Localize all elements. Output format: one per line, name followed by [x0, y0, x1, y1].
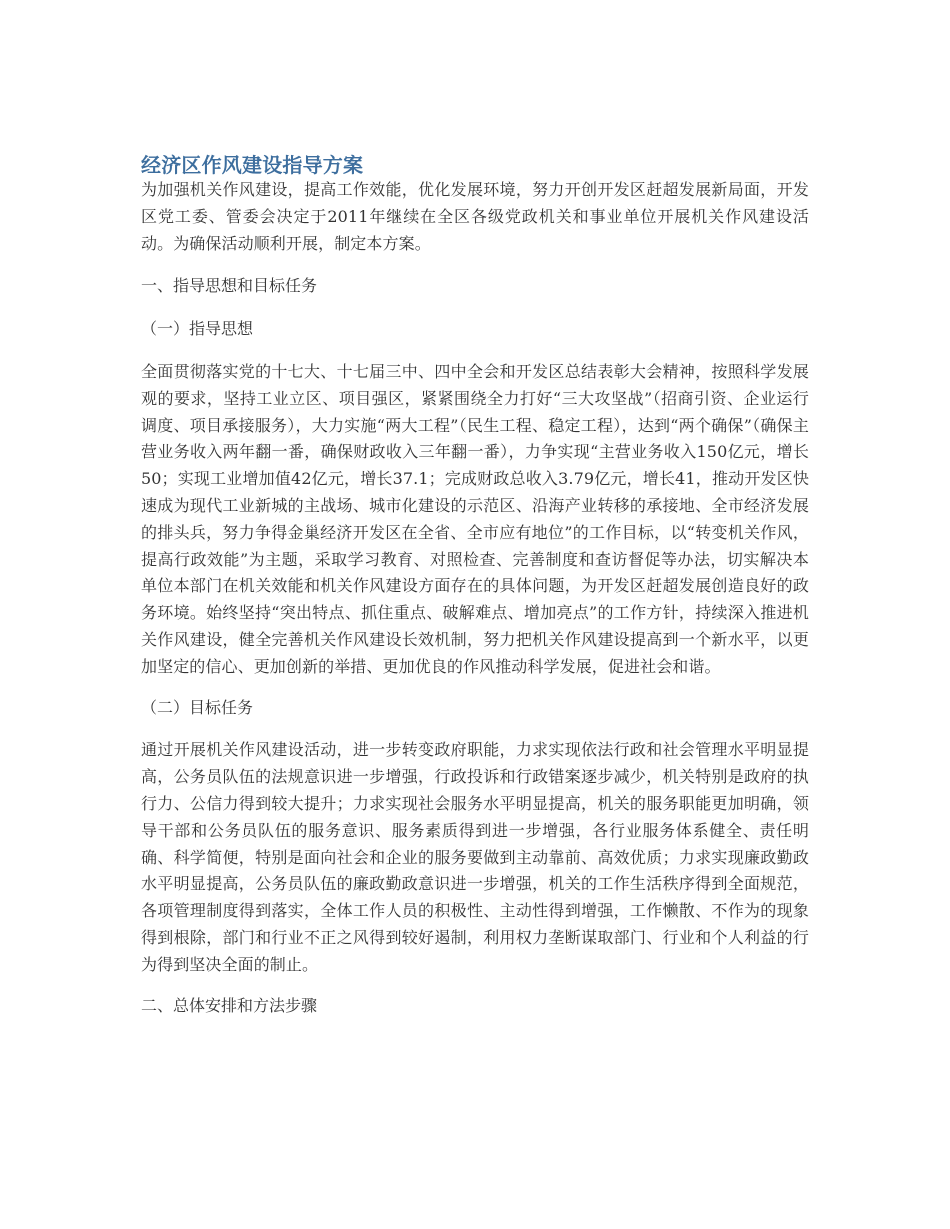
subsection-1-heading: （一）指导思想	[141, 319, 254, 339]
guiding-ideology-paragraph: 全面贯彻落实党的十七大、十七届三中、四中全会和开发区总结表彰大会精神，按照科学发展观的要求，坚持工业立区、项目强区，紧紧围绕全力打好“三大攻坚战”（招商引资、企业运行调度、项目承接服务），大力实施“两大工程”（民生工程、稳定工程），达到“两个确保”（确保主营业务收入两年翻一番，确保财政收入三年翻一番），力争实现“主营业务收入150亿元，增长50；实现工业增加值42亿元，增长37.1；完成财政总收入3.79亿元，增长41，推动开发区快速成为现代工业新城的主战场、城市化建设的示范区、沿海产业转移的承接地、全市经济发展的排头兵，努力争得金巢经济开发区在全省、全市应有地位”的工作目标，以“转变机关作风，提高行政效能”为主题，采取学习教育、对照检查、完善制度和查访督促等办法，切实解决本单位本部门在机关效能和机关作风建设方面存在的具体问题，为开发区赶超发展创造良好的政务环境。始终坚持“突出特点、抓住重点、破解难点、增加亮点”的工作方针，持续深入推进机关作风建设，健全完善机关作风建设长效机制，努力把机关作风建设提高到一个新水平，以更加坚定的信心、更加创新的举措、更加优良的作风推动科学发展，促进社会和谐。	[141, 361, 809, 676]
target-tasks-paragraph: 通过开展机关作风建设活动，进一步转变政府职能，力求实现依法行政和社会管理水平明显提高，公务员队伍的法规意识进一步增强，行政投诉和行政错案逐步减少，机关特别是政府的执行力、公信力得到较大提升；力求实现社会服务水平明显提高，机关的服务职能更加明确，领导干部和公务员队伍的服务意识、服务素质得到进一步增强，各行业服务体系健全、责任明确、科学简便，特别是面向社会和企业的服务要做到主动靠前、高效优质；力求实现廉政勤政水平明显提高，公务员队伍的廉政勤政意识进一步增强，机关的工作生活秩序得到全面规范，各项管理制度得到落实，全体工作人员的积极性、主动性得到增强，工作懒散、不作为的现象得到根除，部门和行业不正之风得到较好遏制，利用权力垄断谋取部门、行业和个人利益的行为得到坚决全面的制止。	[141, 740, 809, 974]
document-content	[141, 148, 809, 1019]
section-1-heading: 一、指导思想和目标任务	[141, 276, 318, 296]
section-2-heading: 二、总体安排和方法步骤	[141, 995, 318, 1015]
intro-paragraph: 为加强机关作风建设，提高工作效能，优化发展环境，努力开创开发区赶超发展新局面，开发区党工委、管委会决定于2011年继续在全区各级党政机关和事业单位开展机关作风建设活动。为确保活动顺利开展，制定本方案。	[141, 180, 809, 253]
document-title: 经济区作风建设指导方案	[141, 153, 364, 177]
subsection-2-heading: （二）目标任务	[141, 697, 254, 717]
